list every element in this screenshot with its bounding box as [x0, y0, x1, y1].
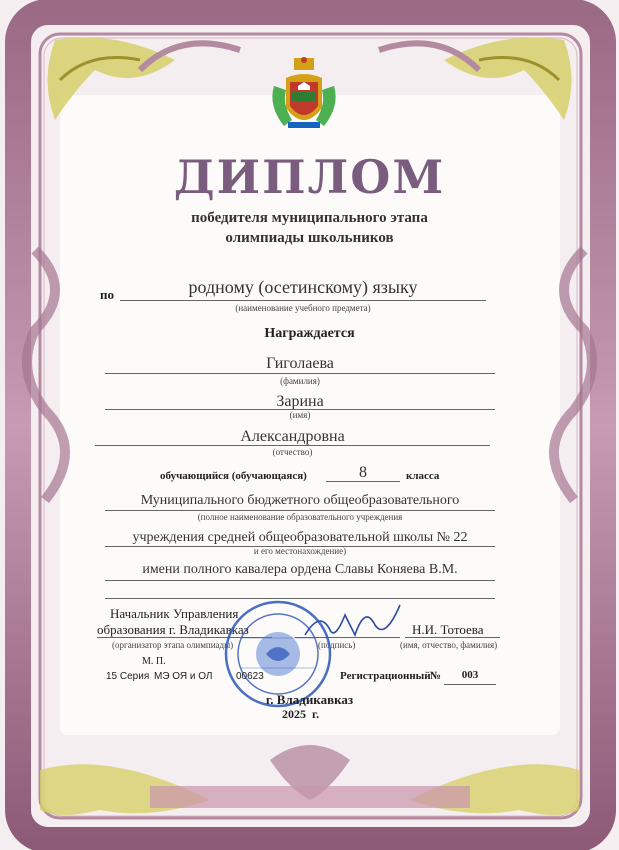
year: 2025 — [282, 707, 306, 721]
institution-line-3: имени полного кавалера ордена Славы Коняева В.М. — [142, 562, 458, 577]
series-value: МЭ ОЯ и ОЛ — [154, 671, 213, 682]
signatory-name: Н.И. Тотоева — [412, 622, 484, 637]
registration-label: Регистрационный — [340, 670, 431, 682]
position-line-2: образования г. Владикавказ — [97, 622, 249, 637]
organizer-caption: (организатор этапа олимпиады) — [112, 640, 234, 650]
institution-line-1: Муниципального бюджетного общеобразовательного — [140, 493, 460, 508]
series-number: 00623 — [236, 671, 264, 682]
coat-of-arms-emblem — [268, 56, 340, 136]
signature-caption: (подпись) — [318, 640, 356, 650]
institution-caption-1: (полное наименование образовательного учреждения — [197, 512, 403, 522]
patronymic-value: Александровна — [240, 428, 345, 445]
city: г. Владикавказ — [265, 692, 354, 707]
subject-prefix: по — [100, 287, 114, 302]
institution-caption-2: и его местонахождение) — [253, 546, 347, 556]
name-caption: (имя, отчество, фамилия) — [400, 640, 498, 650]
subject-caption: (наименование учебного предмета) — [235, 303, 371, 313]
subtitle-line-1: победителя муниципального этапа — [191, 210, 428, 226]
subtitle-line-2: олимпиады школьников — [225, 230, 394, 246]
awarded-label: Награждается — [264, 326, 355, 341]
first-name-value: Зарина — [276, 393, 324, 410]
grade-value: 8 — [359, 464, 367, 481]
year-suffix: г. — [312, 707, 320, 721]
subject-value: родному (осетинскому) языку — [188, 277, 418, 297]
institution-line-2: учреждения средней общеобразовательной школы № 22 — [132, 530, 468, 545]
registration-number-sign: № — [430, 670, 442, 682]
series-prefix: 15 Серия — [106, 671, 150, 682]
first-name-caption: (имя) — [289, 410, 311, 420]
surname-caption: (фамилия) — [280, 376, 320, 386]
registration-number: 003 — [461, 669, 479, 681]
surname-value: Гиголаева — [266, 355, 334, 372]
stamp-place-label: М. П. — [142, 656, 166, 667]
grade-label: обучающийся (обучающаяся) — [160, 470, 307, 482]
page-title: ДИПЛОМ — [173, 150, 446, 204]
grade-suffix: класса — [406, 470, 440, 482]
position-line-1: Начальник Управления — [110, 606, 239, 621]
patronymic-caption: (отчество) — [272, 447, 313, 457]
